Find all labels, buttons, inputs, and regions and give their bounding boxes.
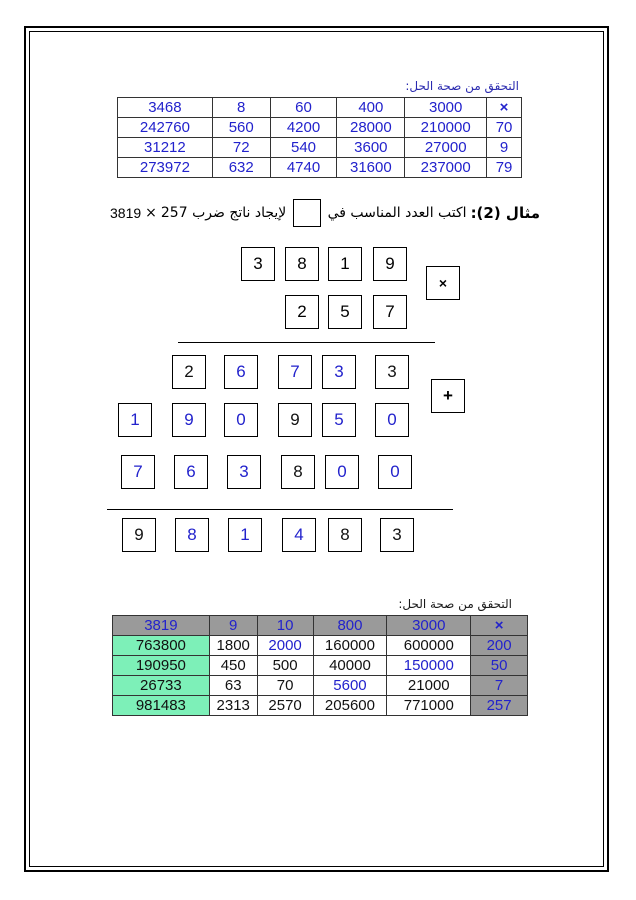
table-cell: ×	[471, 616, 528, 636]
add-operator: +	[431, 379, 465, 413]
example-text-before: اكتب العدد المناسب في	[327, 205, 467, 221]
table-cell: 210000	[405, 118, 487, 138]
table-cell: 9	[209, 616, 257, 636]
table-cell: 27000	[405, 138, 487, 158]
table-cell: 72	[212, 138, 270, 158]
partial3-digit: 3	[227, 455, 261, 489]
table-cell: 160000	[313, 636, 387, 656]
table-cell: 60	[270, 98, 337, 118]
table-cell: 21000	[387, 676, 471, 696]
table-row	[113, 696, 528, 716]
table-cell: 8	[212, 98, 270, 118]
example-instruction	[110, 199, 540, 227]
table-cell: 5600	[313, 676, 387, 696]
table-cell: 257	[471, 696, 528, 716]
table-cell: 2570	[257, 696, 313, 716]
table-row	[118, 138, 522, 158]
table-cell: 450	[209, 656, 257, 676]
table-cell: 4200	[270, 118, 337, 138]
table-cell: 26733	[113, 676, 210, 696]
partial2-digit: 0	[224, 403, 258, 437]
table-cell: 237000	[405, 158, 487, 178]
table-cell: 2000	[257, 636, 313, 656]
table-cell: 560	[212, 118, 270, 138]
table-cell: 40000	[313, 656, 387, 676]
verification-table-1	[117, 97, 522, 178]
table-cell: 3000	[387, 616, 471, 636]
table-cell: 763800	[113, 636, 210, 656]
table-row	[113, 676, 528, 696]
result-digit: 8	[328, 518, 362, 552]
partial2-digit: 1	[118, 403, 152, 437]
example-label: مثال (2):	[470, 204, 540, 222]
table-cell: 3000	[405, 98, 487, 118]
table-cell: 771000	[387, 696, 471, 716]
partial1-digit: 6	[224, 355, 258, 389]
table-row	[118, 98, 522, 118]
table-cell: 7	[471, 676, 528, 696]
multiplier-digit: 2	[285, 295, 319, 329]
table-cell: ×	[487, 98, 522, 118]
table-row	[118, 158, 522, 178]
table-cell: 540	[270, 138, 337, 158]
example-times-sign: ×	[145, 205, 157, 221]
table-cell: 800	[313, 616, 387, 636]
multiplier-digit: 7	[373, 295, 407, 329]
table-cell: 4740	[270, 158, 337, 178]
partial3-digit: 7	[121, 455, 155, 489]
table-cell: 400	[337, 98, 405, 118]
table-cell: 63	[209, 676, 257, 696]
multiplicand-digit: 1	[328, 247, 362, 281]
table-cell: 31212	[118, 138, 213, 158]
table1-caption: التحقق من صحة الحل:	[405, 79, 519, 93]
partial1-digit: 3	[375, 355, 409, 389]
table-cell: 28000	[337, 118, 405, 138]
table-row	[118, 118, 522, 138]
partial3-digit: 0	[378, 455, 412, 489]
result-digit: 3	[380, 518, 414, 552]
partial3-digit: 0	[325, 455, 359, 489]
table-cell: 150000	[387, 656, 471, 676]
result-digit: 4	[282, 518, 316, 552]
multiplicand-digit: 3	[241, 247, 275, 281]
result-digit: 8	[175, 518, 209, 552]
table-cell: 70	[487, 118, 522, 138]
table-cell: 31600	[337, 158, 405, 178]
table-cell: 205600	[313, 696, 387, 716]
partial1-digit: 3	[322, 355, 356, 389]
table-cell: 500	[257, 656, 313, 676]
table-cell: 3468	[118, 98, 213, 118]
example-text-after: لإيجاد ناتج ضرب 257	[160, 205, 287, 221]
table-cell: 273972	[118, 158, 213, 178]
table-cell: 50	[471, 656, 528, 676]
table-cell: 10	[257, 616, 313, 636]
table2-caption: التحقق من صحة الحل:	[398, 597, 512, 611]
table-row	[113, 636, 528, 656]
table-cell: 9	[487, 138, 522, 158]
table-cell: 70	[257, 676, 313, 696]
table-cell: 600000	[387, 636, 471, 656]
partial2-digit: 5	[322, 403, 356, 437]
table-cell: 981483	[113, 696, 210, 716]
partial2-digit: 9	[172, 403, 206, 437]
partial3-digit: 8	[281, 455, 315, 489]
table-cell: 3600	[337, 138, 405, 158]
table-cell: 1800	[209, 636, 257, 656]
table-cell: 3819	[113, 616, 210, 636]
divider-line	[178, 342, 435, 343]
partial2-digit: 9	[278, 403, 312, 437]
sum-divider-line	[107, 509, 453, 510]
multiplicand-digit: 8	[285, 247, 319, 281]
multiplier-digit: 5	[328, 295, 362, 329]
table-cell: 242760	[118, 118, 213, 138]
multiplicand-digit: 9	[373, 247, 407, 281]
example-number: 3819	[110, 205, 142, 221]
table-cell: 200	[471, 636, 528, 656]
partial3-digit: 6	[174, 455, 208, 489]
table-cell: 190950	[113, 656, 210, 676]
partial2-digit: 0	[375, 403, 409, 437]
result-digit: 9	[122, 518, 156, 552]
result-digit: 1	[228, 518, 262, 552]
blank-answer-box	[293, 199, 320, 227]
partial1-digit: 7	[278, 355, 312, 389]
partial1-digit: 2	[172, 355, 206, 389]
table-cell: 79	[487, 158, 522, 178]
multiply-operator: ×	[426, 266, 460, 300]
verification-table-2	[112, 615, 528, 716]
table-row	[113, 616, 528, 636]
table-cell: 632	[212, 158, 270, 178]
table-cell: 2313	[209, 696, 257, 716]
table-row	[113, 656, 528, 676]
